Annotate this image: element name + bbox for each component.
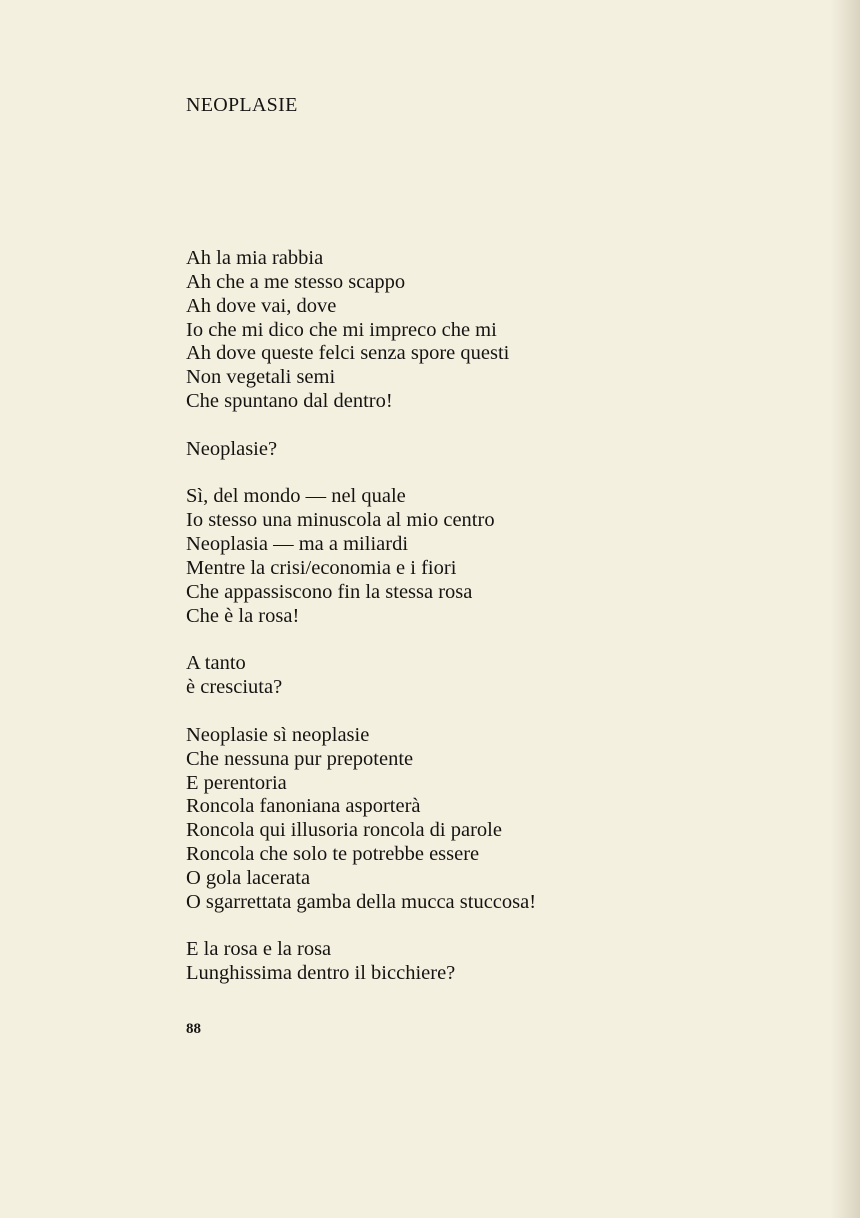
poem-line: O sgarrettata gamba della mucca stuccosa! bbox=[186, 890, 537, 913]
poem-line: Che appassiscono fin la stessa rosa bbox=[186, 580, 473, 603]
poem-line: Lunghissima dentro il bicchiere? bbox=[186, 962, 456, 985]
poem-title: NEOPLASIE bbox=[186, 94, 298, 116]
poem-line: Ah dove vai, dove bbox=[186, 294, 337, 317]
poem-line: è cresciuta? bbox=[186, 676, 283, 699]
poem-line: Io che mi dico che mi impreco che mi bbox=[186, 318, 497, 341]
poem-line: Ah dove queste felci senza spore questi bbox=[186, 342, 510, 365]
poem-line: Mentre la crisi/economia e i fiori bbox=[186, 556, 457, 579]
stanza bbox=[186, 438, 536, 462]
stanza bbox=[186, 938, 536, 986]
poem-line: Neoplasie? bbox=[186, 437, 278, 460]
poem-line: Sì, del mondo — nel quale bbox=[186, 485, 406, 508]
poem-line: Neoplasia — ma a miliardi bbox=[186, 533, 409, 556]
poem-body bbox=[186, 247, 536, 1010]
poem-line: Che nessuna pur prepotente bbox=[186, 747, 414, 770]
stanza bbox=[186, 247, 536, 414]
page-edge bbox=[830, 0, 860, 1218]
poem-line: E la rosa e la rosa bbox=[186, 938, 332, 961]
stanza bbox=[186, 485, 536, 628]
stanza bbox=[186, 652, 536, 700]
poem-line: Roncola qui illusoria roncola di parole bbox=[186, 819, 502, 842]
poem-line: Ah la mia rabbia bbox=[186, 247, 324, 269]
poem-line: O gola lacerata bbox=[186, 866, 311, 889]
page-number: 88 bbox=[186, 1021, 201, 1037]
stanza bbox=[186, 724, 536, 915]
poem-line: Non vegetali semi bbox=[186, 366, 336, 389]
poem-line: Io stesso una minuscola al mio centro bbox=[186, 509, 495, 532]
poem-line: Ah che a me stesso scappo bbox=[186, 270, 406, 293]
poem-line: Che è la rosa! bbox=[186, 604, 300, 627]
poem-line: Roncola fanoniana asporterà bbox=[186, 795, 421, 818]
poem-line: Roncola che solo te potrebbe essere bbox=[186, 843, 480, 866]
poem-line: A tanto bbox=[186, 652, 246, 675]
poem-line: E perentoria bbox=[186, 771, 287, 794]
poem-line: Che spuntano dal dentro! bbox=[186, 390, 393, 413]
poem-line: Neoplasie sì neoplasie bbox=[186, 723, 370, 746]
